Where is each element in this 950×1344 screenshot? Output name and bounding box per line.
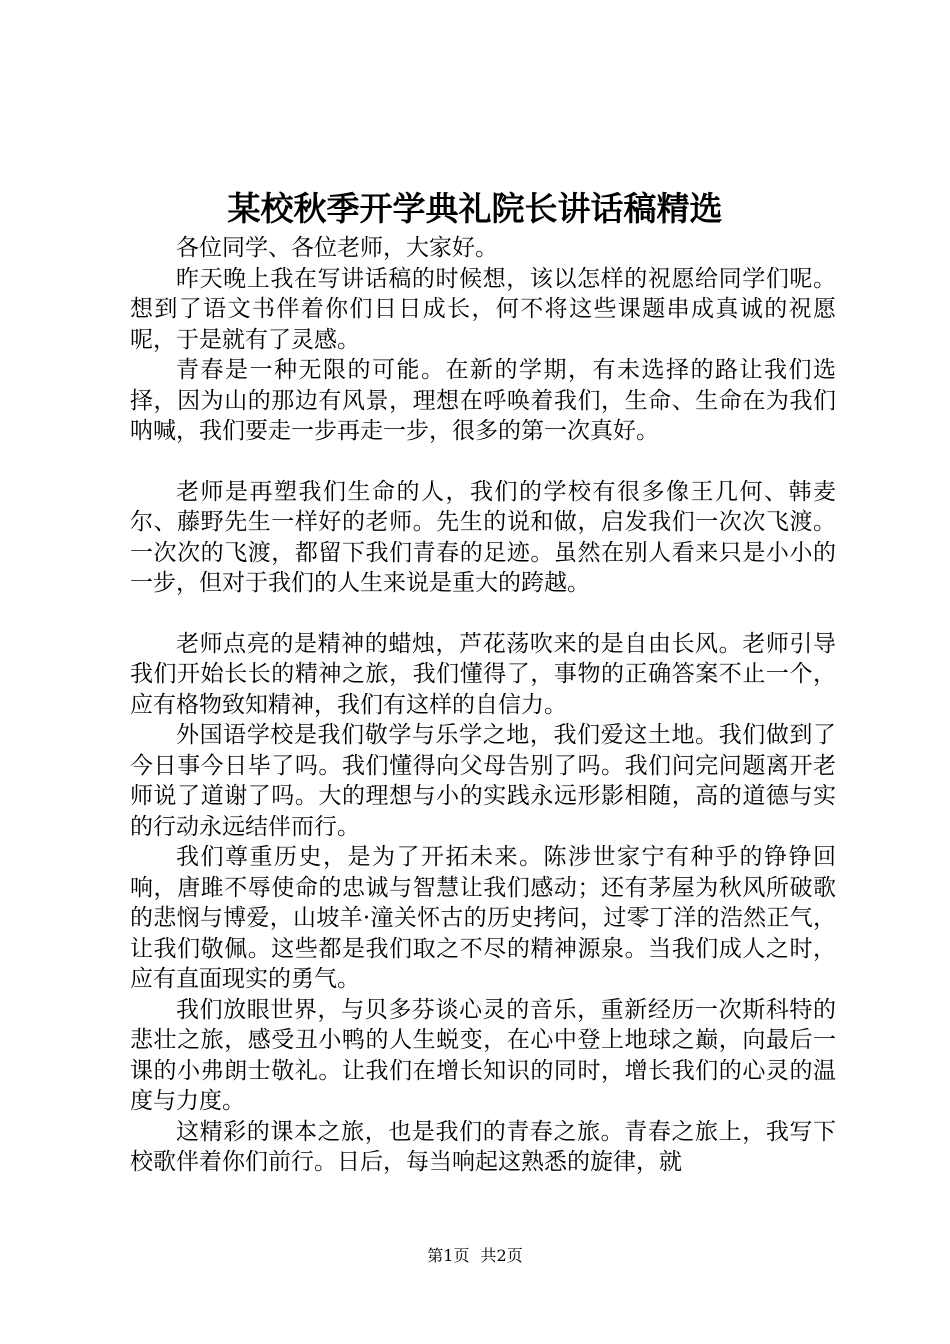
paragraph: 老师点亮的是精神的蜡烛，芦花荡吹来的是自由长风。老师引导我们开始长长的精神之旅，我们懂得了，事物的正确答案不止一个，应有格物致知精神，我们有这样的自信力。	[130, 630, 836, 718]
document-body	[130, 233, 836, 1178]
page-footer	[0, 1243, 950, 1266]
paragraph-greeting: 各位同学、各位老师，大家好。	[176, 235, 498, 261]
page-number: 第1页	[427, 1246, 470, 1265]
document-title: 某校秋季开学典礼院长讲话稿精选	[227, 189, 723, 228]
paragraph: 我们尊重历史，是为了开拓未来。陈涉世家宁有种乎的铮铮回响，唐雎不辱使命的忠诚与智慧让我们感动；还有茅屋为秋风所破歌的悲悯与博爱，山坡羊·潼关怀古的历史拷问，过零丁洋的浩然正气，让我们敬佩。这些都是我们取之不尽的精神源泉。当我们成人之时，应有直面现实的勇气。	[130, 844, 836, 992]
page-total: 共2页	[480, 1246, 523, 1265]
paragraph: 昨天晚上我在写讲话稿的时候想，该以怎样的祝愿给同学们呢。想到了语文书伴着你们日日成长，何不将这些课题串成真诚的祝愿呢，于是就有了灵感。	[130, 265, 836, 353]
paragraph: 青春是一种无限的可能。在新的学期，有未选择的路让我们选择，因为山的那边有风景，理想在呼唤着我们，生命、生命在为我们呐喊，我们要走一步再走一步，很多的第一次真好。	[130, 357, 836, 444]
paragraph: 老师是再塑我们生命的人，我们的学校有很多像王几何、韩麦尔、藤野先生一样好的老师。先生的说和做，启发我们一次次飞渡。一次次的飞渡，都留下我们青春的足迹。虽然在别人看来只是小小的一步，但对于我们的人生来说是重大的跨越。	[130, 478, 836, 596]
paragraph: 我们放眼世界，与贝多芬谈心灵的音乐，重新经历一次斯科特的悲壮之旅，感受丑小鸭的人生蜕变，在心中登上地球之巅，向最后一课的小弗朗士敬礼。让我们在增长知识的同时，增长我们的心灵的温度与力度。	[130, 996, 836, 1114]
paragraph: 这精彩的课本之旅，也是我们的青春之旅。青春之旅上，我写下校歌伴着你们前行。日后，每当响起这熟悉的旋律，就	[130, 1118, 836, 1175]
paragraph: 外国语学校是我们敬学与乐学之地，我们爱这土地。我们做到了今日事今日毕了吗。我们懂得向父母告别了吗。我们问完问题离开老师说了道谢了吗。大的理想与小的实践永远形影相随，高的道德与实的行动永远结伴而行。	[130, 722, 836, 840]
